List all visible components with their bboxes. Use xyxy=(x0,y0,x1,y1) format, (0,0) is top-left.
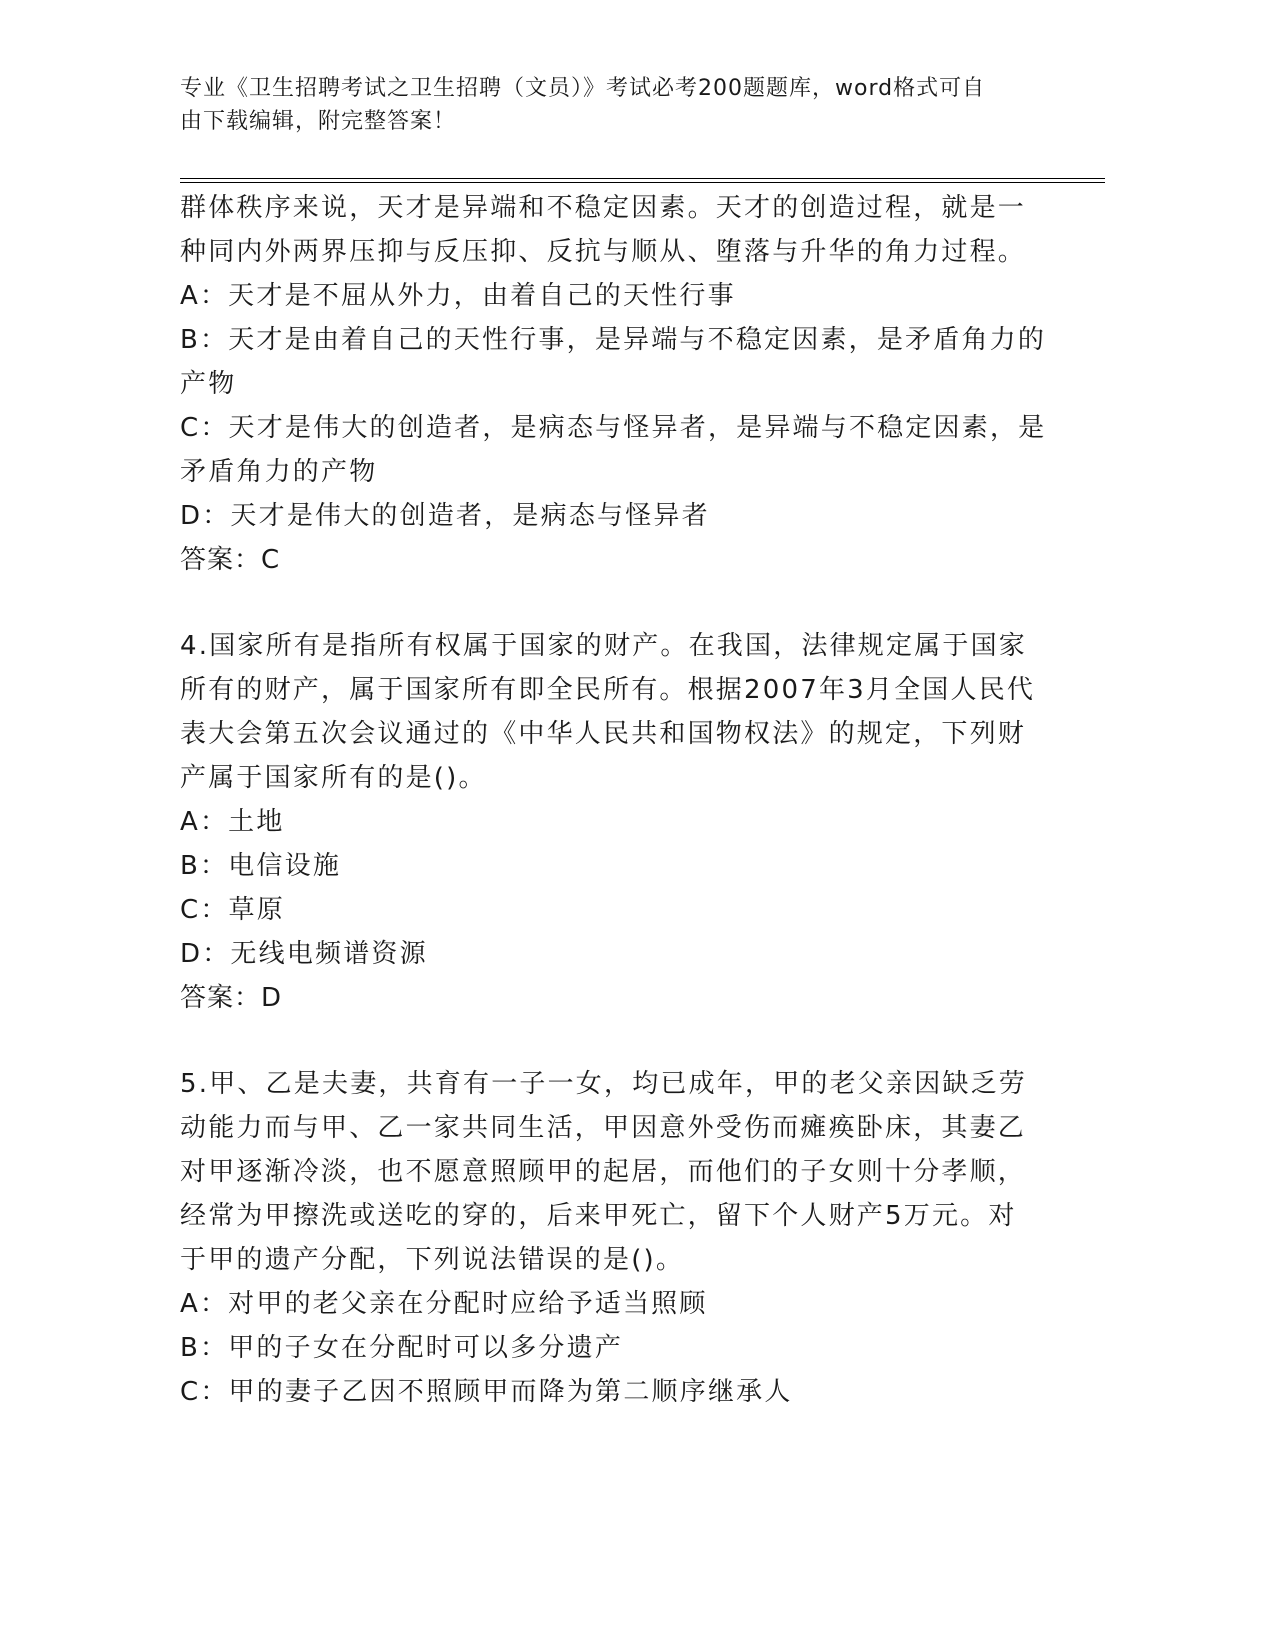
option-c-continued: 矛盾角力的产物 xyxy=(180,457,378,487)
question-stem-line: 4.国家所有是指所有权属于国家的财产。在我国，法律规定属于国家 xyxy=(180,631,1028,661)
question-stem-line: 产属于国家所有的是()。 xyxy=(180,763,487,793)
answer-label: 答案：D xyxy=(180,983,283,1013)
question-stem-line: 对甲逐渐冷淡，也不愿意照顾甲的起居，而他们的子女则十分孝顺， xyxy=(180,1157,1027,1187)
question-4 xyxy=(180,624,1040,1020)
option-a: A：天才是不屈从外力，由着自己的天性行事 xyxy=(180,281,736,311)
question-3 xyxy=(180,186,1047,582)
question-spacer xyxy=(180,1020,1040,1062)
question-stem-line: 动能力而与甲、乙一家共同生活，甲因意外受伤而瘫痪卧床，其妻乙 xyxy=(180,1113,1027,1143)
document-body xyxy=(180,186,1047,1414)
header-divider xyxy=(180,178,1105,183)
option-d: D：天才是伟大的创造者，是病态与怪异者 xyxy=(180,501,710,531)
question-5 xyxy=(180,1062,1040,1414)
option-b: B：电信设施 xyxy=(180,851,342,881)
question-stem-line: 所有的财产，属于国家所有即全民所有。根据2007年3月全国人民代 xyxy=(180,675,1036,705)
option-b-continued: 产物 xyxy=(180,369,237,399)
option-b: B：天才是由着自己的天性行事，是异端与不稳定因素，是矛盾角力的 xyxy=(180,325,1047,355)
header-line-2: 由下载编辑，附完整答案！ xyxy=(180,109,457,134)
question-stem-line: 种同内外两界压抑与反压抑、反抗与顺从、堕落与升华的角力过程。 xyxy=(180,237,1027,267)
option-c: C：草原 xyxy=(180,895,285,925)
question-stem-line: 经常为甲擦洗或送吃的穿的，后来甲死亡，留下个人财产5万元。对 xyxy=(180,1201,1017,1231)
question-spacer xyxy=(180,582,1040,624)
question-stem-line: 表大会第五次会议通过的《中华人民共和国物权法》的规定，下列财 xyxy=(180,719,1027,749)
question-stem-line: 5.甲、乙是夫妻，共育有一子一女，均已成年，甲的老父亲因缺乏劳 xyxy=(180,1069,1028,1099)
document-header xyxy=(180,72,1040,138)
option-b: B：甲的子女在分配时可以多分遗产 xyxy=(180,1333,624,1363)
option-a: A：对甲的老父亲在分配时应给予适当照顾 xyxy=(180,1289,708,1319)
option-a: A：土地 xyxy=(180,807,285,837)
option-c: C：天才是伟大的创造者，是病态与怪异者，是异端与不稳定因素，是 xyxy=(180,413,1047,443)
answer-label: 答案：C xyxy=(180,545,281,575)
header-line-1: 专业《卫生招聘考试之卫生招聘（文员）》考试必考200题题库，word格式可自 xyxy=(180,76,986,101)
option-d: D：无线电频谱资源 xyxy=(180,939,428,969)
question-stem-line: 群体秩序来说，天才是异端和不稳定因素。天才的创造过程，就是一 xyxy=(180,193,1027,223)
question-stem-line: 于甲的遗产分配，下列说法错误的是()。 xyxy=(180,1245,685,1275)
option-c: C：甲的妻子乙因不照顾甲而降为第二顺序继承人 xyxy=(180,1377,793,1407)
